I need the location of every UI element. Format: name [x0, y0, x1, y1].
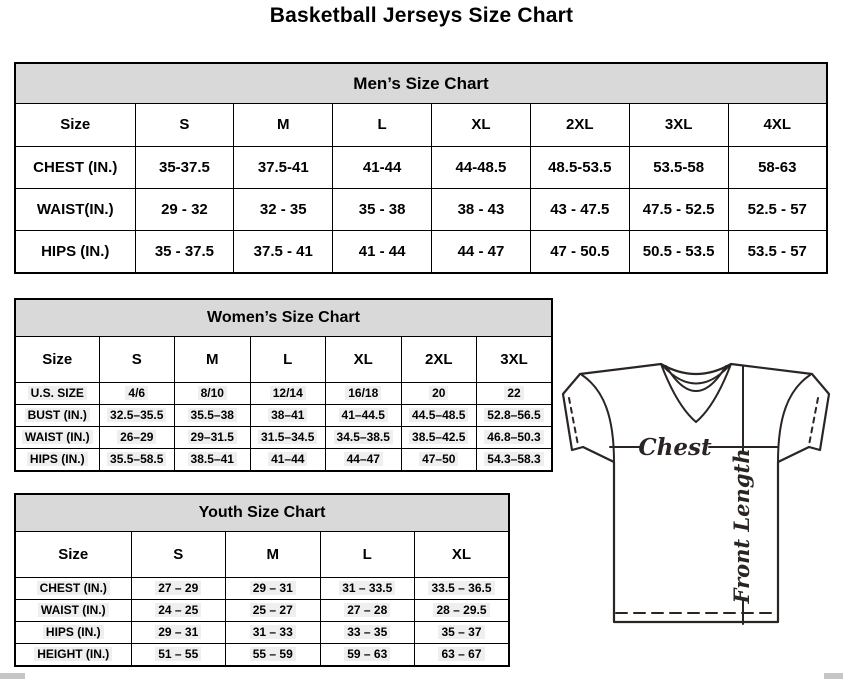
mens-column-header: 4XL [728, 104, 827, 147]
womens-section-header: Women’s Size Chart [15, 299, 552, 337]
mens-value-cell: 52.5 - 57 [728, 189, 827, 231]
mens-value-cell: 47 - 50.5 [530, 231, 629, 274]
womens-value-cell: 20 [401, 383, 477, 405]
womens-column-header: S [99, 337, 175, 383]
front-length-label: Front Length [729, 448, 754, 604]
youth-row [15, 644, 509, 667]
mens-value-cell: 44 - 47 [432, 231, 531, 274]
youth-row [15, 578, 509, 600]
mens-value-cell: 32 - 35 [234, 189, 333, 231]
womens-value-cell: 46.8–50.3 [477, 427, 553, 449]
womens-value-cell: 38.5–41 [175, 449, 251, 472]
mens-row [15, 147, 827, 189]
womens-value-cell: 34.5–38.5 [326, 427, 402, 449]
mens-value-cell: 53.5-58 [629, 147, 728, 189]
womens-value-cell: 16/18 [326, 383, 402, 405]
mens-value-cell: 41 - 44 [333, 231, 432, 274]
youth-value-cell: 31 – 33 [226, 622, 321, 644]
womens-row [15, 405, 552, 427]
youth-value-cell: 51 – 55 [131, 644, 226, 667]
womens-column-header: M [175, 337, 251, 383]
womens-value-cell: 44–47 [326, 449, 402, 472]
youth-value-cell: 28 – 29.5 [415, 600, 510, 622]
youth-column-header: L [320, 532, 415, 578]
mens-column-header: 2XL [530, 104, 629, 147]
mens-value-cell: 35-37.5 [135, 147, 234, 189]
mens-column-header: XL [432, 104, 531, 147]
mens-value-cell: 58-63 [728, 147, 827, 189]
womens-row-label: HIPS (IN.) [15, 449, 99, 472]
mens-section-header: Men’s Size Chart [15, 63, 827, 104]
youth-value-cell: 33 – 35 [320, 622, 415, 644]
youth-value-cell: 59 – 63 [320, 644, 415, 667]
mens-column-header: M [234, 104, 333, 147]
womens-value-cell: 54.3–58.3 [477, 449, 553, 472]
mens-value-cell: 38 - 43 [432, 189, 531, 231]
youth-row-label: HEIGHT (IN.) [15, 644, 131, 667]
womens-value-cell: 41–44 [250, 449, 326, 472]
mens-value-cell: 35 - 38 [333, 189, 432, 231]
mens-value-cell: 53.5 - 57 [728, 231, 827, 274]
chest-label: Chest [638, 434, 712, 461]
mens-column-header: S [135, 104, 234, 147]
womens-value-cell: 41–44.5 [326, 405, 402, 427]
mens-row-label: HIPS (IN.) [15, 231, 135, 274]
womens-size-table [14, 298, 553, 472]
youth-value-cell: 29 – 31 [131, 622, 226, 644]
womens-value-cell: 12/14 [250, 383, 326, 405]
womens-row [15, 427, 552, 449]
youth-row-label: HIPS (IN.) [15, 622, 131, 644]
youth-value-cell: 63 – 67 [415, 644, 510, 667]
mens-value-cell: 50.5 - 53.5 [629, 231, 728, 274]
mens-row [15, 231, 827, 274]
youth-value-cell: 35 – 37 [415, 622, 510, 644]
womens-value-cell: 38–41 [250, 405, 326, 427]
youth-value-cell: 25 – 27 [226, 600, 321, 622]
womens-value-cell: 4/6 [99, 383, 175, 405]
youth-column-header: M [226, 532, 321, 578]
womens-value-cell: 22 [477, 383, 553, 405]
youth-value-cell: 55 – 59 [226, 644, 321, 667]
womens-value-cell: 52.8–56.5 [477, 405, 553, 427]
womens-row-label: U.S. SIZE [15, 383, 99, 405]
womens-value-cell: 35.5–38 [175, 405, 251, 427]
youth-value-cell: 33.5 – 36.5 [415, 578, 510, 600]
mens-column-header: L [333, 104, 432, 147]
mens-size-table [14, 62, 828, 274]
jersey-outline [563, 364, 829, 622]
mens-value-cell: 41-44 [333, 147, 432, 189]
mens-value-cell: 35 - 37.5 [135, 231, 234, 274]
youth-column-header: XL [415, 532, 510, 578]
womens-value-cell: 47–50 [401, 449, 477, 472]
youth-value-cell: 27 – 29 [131, 578, 226, 600]
womens-row [15, 383, 552, 405]
mens-value-cell: 29 - 32 [135, 189, 234, 231]
youth-row-label: CHEST (IN.) [15, 578, 131, 600]
mens-value-cell: 43 - 47.5 [530, 189, 629, 231]
womens-value-cell: 44.5–48.5 [401, 405, 477, 427]
mens-value-cell: 44-48.5 [432, 147, 531, 189]
womens-column-header: Size [15, 337, 99, 383]
mens-column-header: Size [15, 104, 135, 147]
womens-value-cell: 38.5–42.5 [401, 427, 477, 449]
womens-value-cell: 31.5–34.5 [250, 427, 326, 449]
youth-size-table [14, 493, 510, 667]
mens-value-cell: 48.5-53.5 [530, 147, 629, 189]
womens-column-header: 2XL [401, 337, 477, 383]
mens-value-cell: 47.5 - 52.5 [629, 189, 728, 231]
womens-value-cell: 32.5–35.5 [99, 405, 175, 427]
womens-value-cell: 26–29 [99, 427, 175, 449]
mens-value-cell: 37.5-41 [234, 147, 333, 189]
youth-row-label: WAIST (IN.) [15, 600, 131, 622]
youth-value-cell: 29 – 31 [226, 578, 321, 600]
womens-row-label: BUST (IN.) [15, 405, 99, 427]
womens-row-label: WAIST (IN.) [15, 427, 99, 449]
mens-column-header: 3XL [629, 104, 728, 147]
womens-column-header: 3XL [477, 337, 553, 383]
jersey-measurement-diagram-icon [558, 361, 840, 629]
womens-value-cell: 35.5–58.5 [99, 449, 175, 472]
mens-row [15, 189, 827, 231]
mens-row-label: WAIST(IN.) [15, 189, 135, 231]
scrollbar-fragment-right [824, 673, 843, 679]
youth-section-header: Youth Size Chart [15, 494, 509, 532]
youth-row [15, 622, 509, 644]
page-title: Basketball Jerseys Size Chart [269, 4, 574, 27]
mens-value-cell: 37.5 - 41 [234, 231, 333, 274]
youth-row [15, 600, 509, 622]
womens-column-header: XL [326, 337, 402, 383]
scrollbar-fragment-left [0, 673, 25, 679]
womens-row [15, 449, 552, 472]
youth-column-header: S [131, 532, 226, 578]
youth-value-cell: 27 – 28 [320, 600, 415, 622]
youth-column-header: Size [15, 532, 131, 578]
womens-column-header: L [250, 337, 326, 383]
youth-value-cell: 24 – 25 [131, 600, 226, 622]
mens-row-label: CHEST (IN.) [15, 147, 135, 189]
womens-value-cell: 8/10 [175, 383, 251, 405]
womens-value-cell: 29–31.5 [175, 427, 251, 449]
youth-value-cell: 31 – 33.5 [320, 578, 415, 600]
